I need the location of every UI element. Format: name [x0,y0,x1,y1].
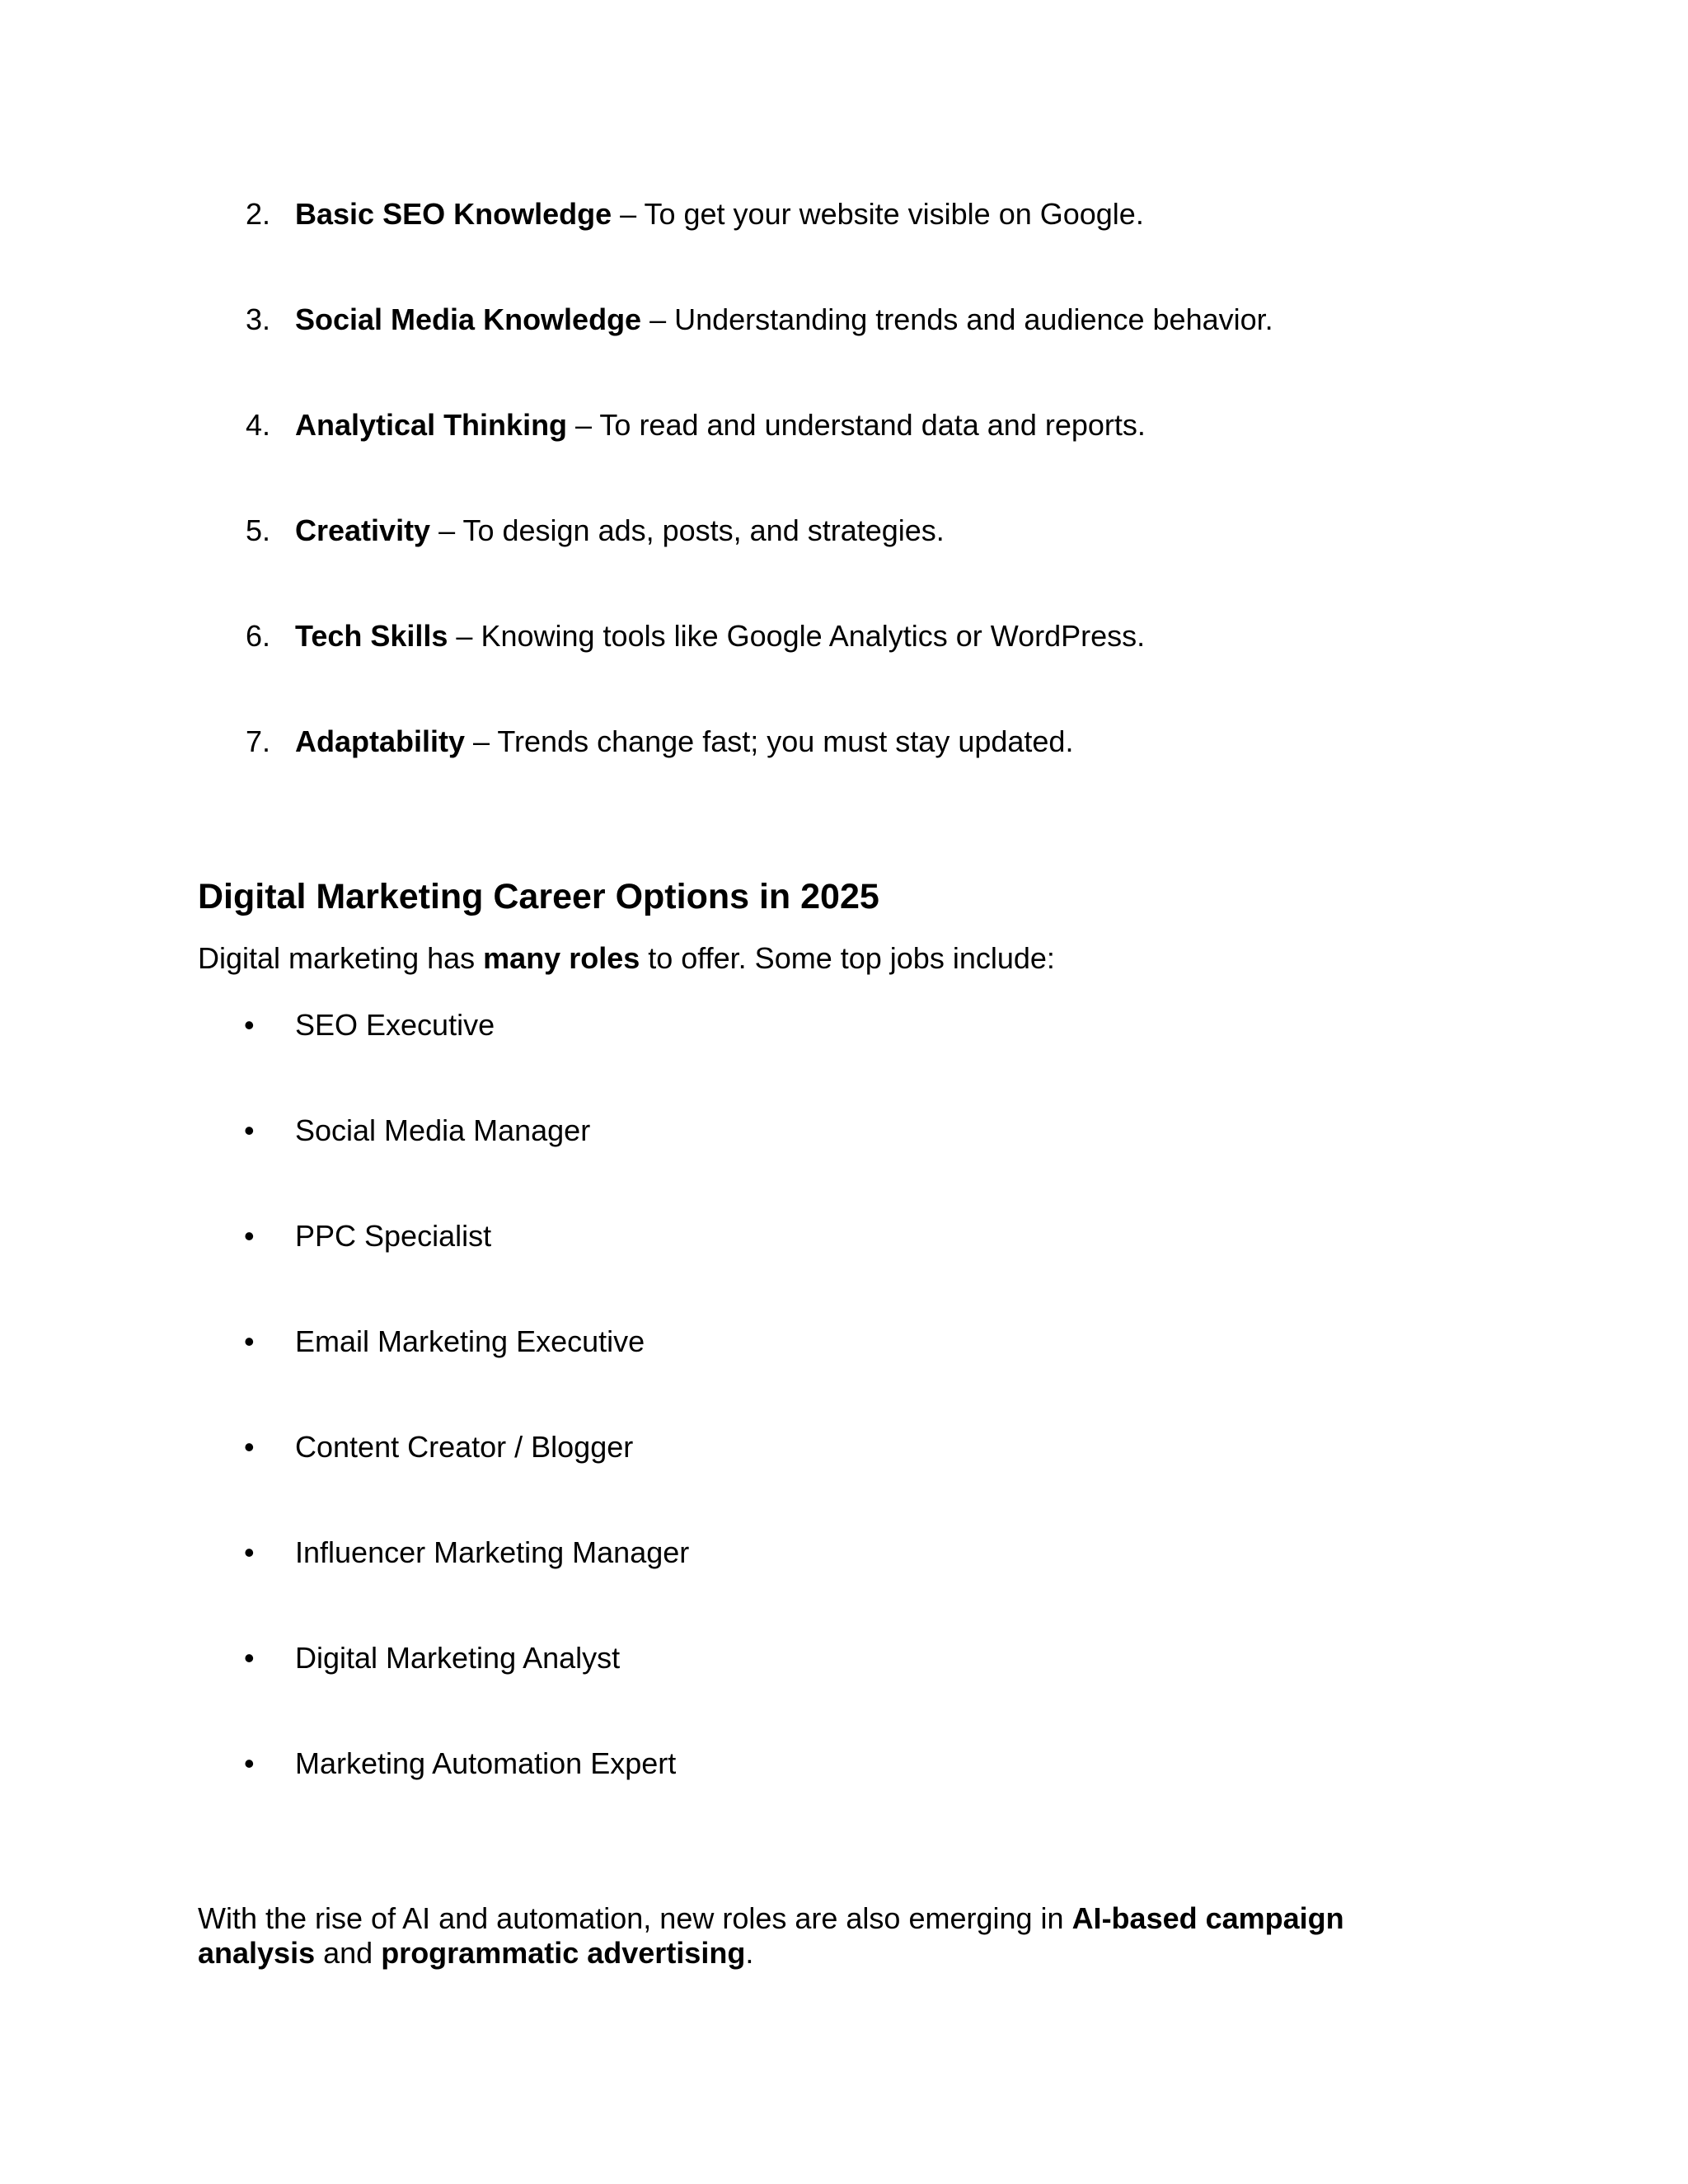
intro-text: Digital marketing has [198,941,484,975]
list-number: 7. [246,724,271,758]
list-term: Tech Skills [295,619,448,653]
job-title: Social Media Manager [295,1113,591,1147]
bullet-icon: • [244,1641,255,1675]
list-term: Adaptability [295,724,466,758]
list-number: 2. [246,197,271,231]
bullet-icon: • [244,1008,255,1042]
list-desc: – To read and understand data and reports. [567,408,1146,442]
closing-paragraph [198,1901,1467,1971]
section-heading: Digital Marketing Career Options in 2025 [198,877,879,916]
list-term: Analytical Thinking [295,408,568,442]
closing-period: . [745,1936,754,1970]
list-item-text [295,619,1145,654]
list-item-text [295,408,1146,443]
job-title: SEO Executive [295,1008,495,1042]
closing-text: With the rise of AI and automation, new roles are also emerging in [198,1901,1072,1935]
list-number: 3. [246,302,271,336]
list-item-text [295,513,945,548]
bullet-icon: • [244,1535,255,1569]
list-term: Basic SEO Knowledge [295,197,612,231]
bullet-icon: • [244,1746,255,1780]
bullet-icon: • [244,1219,255,1253]
job-title: Email Marketing Executive [295,1324,645,1358]
list-term: Social Media Knowledge [295,302,642,336]
list-term: Creativity [295,513,431,547]
bullet-icon: • [244,1113,255,1147]
bullet-icon: • [244,1430,255,1464]
job-title: Content Creator / Blogger [295,1430,634,1464]
list-number: 6. [246,619,271,653]
list-desc: – Trends change fast; you must stay updated. [465,724,1074,758]
bullet-icon: • [244,1324,255,1358]
intro-bold: many roles [483,941,640,975]
job-title: Influencer Marketing Manager [295,1535,690,1569]
list-number: 4. [246,408,271,442]
intro-text-end: to offer. Some top jobs include: [640,941,1055,975]
closing-bold-programmatic: programmatic advertising [381,1936,746,1970]
list-number: 5. [246,513,271,547]
closing-text-and: and [315,1936,382,1970]
list-desc: – Understanding trends and audience behavior. [641,302,1273,336]
list-item-text [295,197,1144,232]
list-item-text [295,302,1273,337]
list-desc: – Knowing tools like Google Analytics or WordPress. [448,619,1146,653]
job-title: Digital Marketing Analyst [295,1641,621,1675]
list-desc: – To design ads, posts, and strategies. [430,513,945,547]
list-desc: – To get your website visible on Google. [612,197,1144,231]
job-title: PPC Specialist [295,1219,492,1253]
list-item-text [295,724,1073,759]
intro-paragraph [198,941,1055,976]
job-title: Marketing Automation Expert [295,1746,677,1780]
closing-bold-ai: AI-based campaign analysis [198,1901,1344,1970]
